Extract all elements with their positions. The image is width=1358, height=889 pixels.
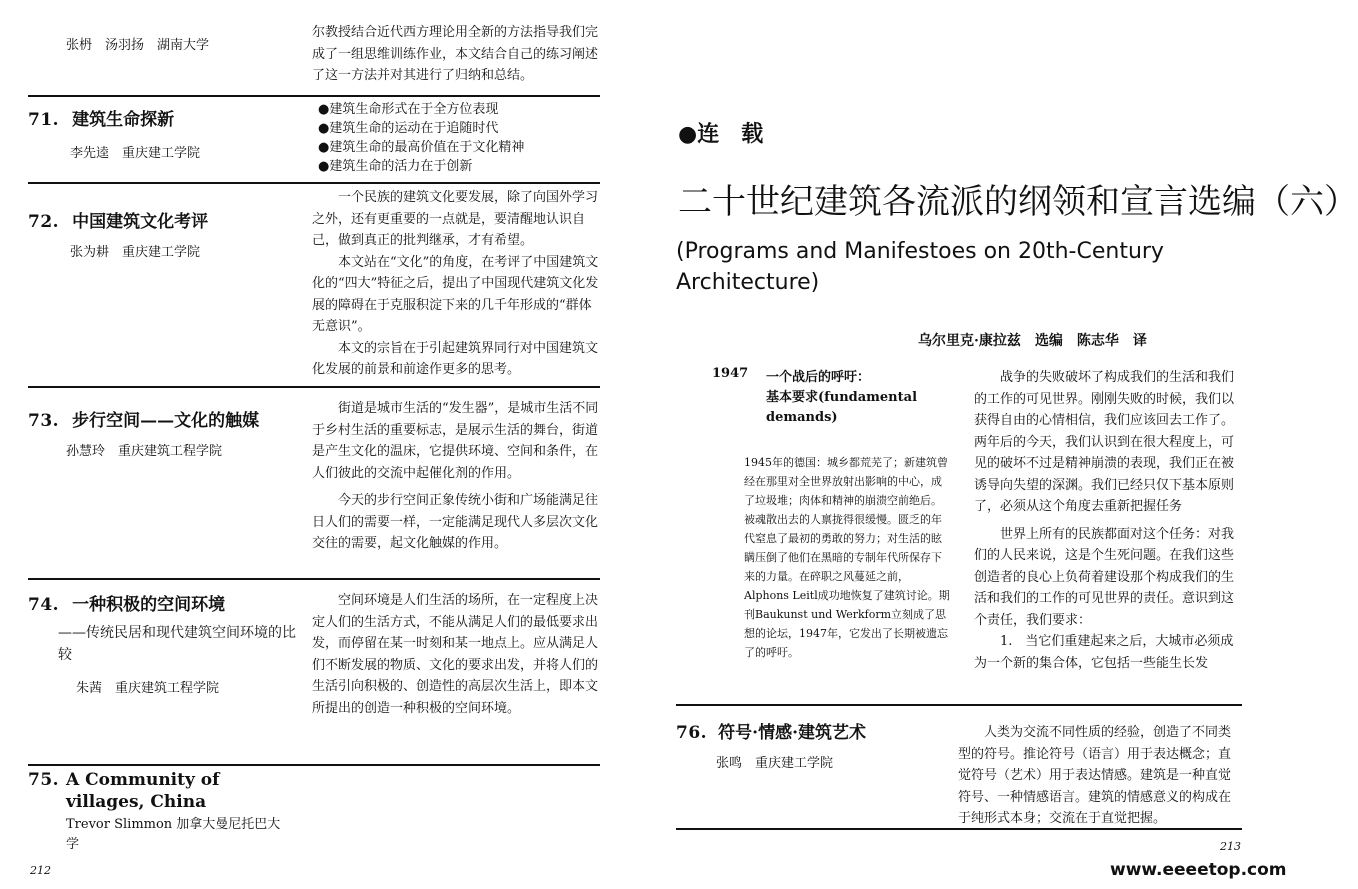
entry-76-body: 人类为交流不同性质的经验，创造了不同类型的符号。推论符号（语言）用于表达概念；直觉符号（艺术）用于表达情感。建筑是一种直觉符号、一种情感语言。建筑的情感意义的构成在于纯形式本身；交流在于直觉把握。 xyxy=(958,725,1232,826)
entry-number: 72. xyxy=(28,212,60,232)
watermark: www.eeeetop.com xyxy=(1110,860,1287,880)
divider xyxy=(28,386,600,388)
entry-title: 建筑生命探新 xyxy=(72,110,175,130)
entry-71-bullets xyxy=(318,100,598,176)
side-note: 1945年的德国：城乡都荒芜了；新建筑曾经在那里对全世界放射出影响的中心，成了垃圾堆；肉体和精神的崩溃空前绝后。被魂散出去的人禀拢得很缓慢。匮乏的年代窒息了最初的勇敢的努力；对生活的眩瞒压倒了他们在黑暗的专制年代所保存下来的力量。在碎职之风蔓延之前，Alphons Leitl成功地恢复了建筑讨论。期刊Baukunst und Werkform立刻成了思想的论坛，1947年，它发出了长期被遗忘了的呼吁。 xyxy=(744,456,950,659)
entry-author: 李先逵 重庆建工学院 xyxy=(70,146,201,161)
entry-abstract: 尔教授结合近代西方理论用全新的方法指导我们完成了一组思维训练作业，本文结合自己的练习阐述了这一方法并对其进行了归纳和总结。 xyxy=(312,25,599,83)
paragraph: 1. 当它们重建起来之后，大城市必须成为一个新的集合体，它包括一些能生长发 xyxy=(974,634,1234,671)
byline: 乌尔里克·康拉兹 选编 陈志华 译 xyxy=(918,333,1147,349)
english-title: (Programs and Manifestoes on 20th-Century Architecture) xyxy=(676,239,1164,295)
entry-number: 75. xyxy=(28,770,60,790)
page-number: 213 xyxy=(1220,840,1241,853)
entry-title: 中国建筑文化考评 xyxy=(72,212,209,232)
entry-author: 张为耕 重庆建工学院 xyxy=(70,245,201,260)
year: 1947 xyxy=(712,366,749,381)
bullet-item: ●建筑生命的最高价值在于文化精神 xyxy=(318,140,525,155)
main-title: 二十世纪建筑各流派的纲领和宣言选编（六） xyxy=(678,182,1358,222)
entry-title: 一种积极的空间环境 xyxy=(72,595,226,615)
entry-76-heading xyxy=(676,718,866,743)
entry-72-body xyxy=(312,187,600,381)
section-label: ●连 载 xyxy=(678,121,764,147)
page-number: 212 xyxy=(30,864,51,877)
entry-title: 步行空间——文化的触媒 xyxy=(72,411,260,431)
divider xyxy=(676,828,1242,830)
entry-73-heading xyxy=(28,406,259,431)
bullet-item: ●建筑生命的运动在于追随时代 xyxy=(318,121,499,136)
left-page xyxy=(0,0,640,889)
divider xyxy=(28,764,600,766)
paragraph: 战争的失败破坏了构成我们的生活和我们的工作的可见世界。刚刚失败的时候，我们以获得自由的心情相信，我们应该回去工作了。两年后的今天，我们认识到在很大程度上，可见的破坏不过是精神崩溃的表现，我们正在被诱导向失望的深渊。我们已经只仅下基本原则了，必须从这个角度去重新把握任务 xyxy=(974,370,1235,514)
paragraph: 本文的宗旨在于引起建筑界同行对中国建筑文化发展的前景和前途作更多的思考。 xyxy=(312,340,599,377)
entry-author: 孙慧玲 重庆建筑工程学院 xyxy=(66,444,223,459)
entry-75-heading xyxy=(28,770,59,790)
divider xyxy=(28,578,600,580)
entry-number: 74. xyxy=(28,595,60,615)
paragraph: 街道是城市生活的“发生器”，是城市生活不同于乡村生活的重要标志，是展示生活的舞台，街道是产生文化的温床，它提供环境、空间和条件，在人们彼此的交流中起催化剂的作用。 xyxy=(312,401,599,481)
divider xyxy=(28,95,600,97)
entry-74-heading xyxy=(28,590,225,615)
entry-number: 71. xyxy=(28,110,60,130)
bullet-item: ●建筑生命的活力在于创新 xyxy=(318,159,473,174)
entry-title: A Community of villages, China xyxy=(66,770,220,812)
item-title: 一个战后的呼吁： xyxy=(766,370,871,385)
item-heading xyxy=(766,368,966,428)
entry-73-body xyxy=(312,398,600,555)
paragraph: 世界上所有的民族都面对这个任务：对我们的人民来说，这是个生死问题。在我们这些创造者的良心上负荷着建设那个构成我们的生活和我们的工作的可见世界的责任。意识到这个责任，我们要求： xyxy=(974,526,1235,628)
paragraph: 一个民族的建筑文化要发展，除了向国外学习之外，还有更重要的一点就是，要清醒地认识自己，做到真正的批判继承，才有希望。 xyxy=(312,190,599,248)
entry-72-heading xyxy=(28,207,208,232)
item-subtitle: 基本要求(fundamental demands) xyxy=(766,390,918,425)
entry-authors: 张枬 汤羽扬 湖南大学 xyxy=(66,38,210,53)
entry-number: 73. xyxy=(28,411,60,431)
entry-author: Trevor Slimmon 加拿大曼尼托巴大学 xyxy=(66,817,281,852)
divider xyxy=(28,182,600,184)
entry-74-body: 空间环境是人们生活的场所，在一定程度上决定人们的生活方式，不能从满足人们的最低要求出发，而停留在某一时刻和某一地点上。应从满足人们不断发展的物质、文化的要求出发，并将人们的生活引向积极的、创造性的高层次生活上，即本文所提出的创造一种积极的空间环境。 xyxy=(312,593,599,716)
paragraph: 本文站在“文化”的角度，在考评了中国建筑文化的“四大”特征之后，提出了中国现代建筑文化发展的障碍在于克服积淀下来的几千年形成的“群体无意识”。 xyxy=(312,254,599,334)
bullet-item: ●建筑生命形式在于全方位表现 xyxy=(318,102,499,117)
paragraph: 今天的步行空间正象传统小街和广场能满足往日人们的需要一样，一定能满足现代人多层次文化交往的需要，起文化触媒的作用。 xyxy=(312,493,599,551)
entry-subtitle: ——传统民居和现代建筑空间环境的比较 xyxy=(58,625,296,663)
right-page xyxy=(640,0,1358,889)
entry-title: 符号·情感·建筑艺术 xyxy=(718,723,867,743)
main-text xyxy=(974,367,1244,674)
entry-author: 张鸣 重庆建工学院 xyxy=(716,756,834,771)
divider xyxy=(676,704,1242,706)
entry-author: 朱茜 重庆建筑工程学院 xyxy=(76,681,220,696)
entry-71-heading xyxy=(28,105,174,130)
entry-number: 76. xyxy=(676,723,708,743)
